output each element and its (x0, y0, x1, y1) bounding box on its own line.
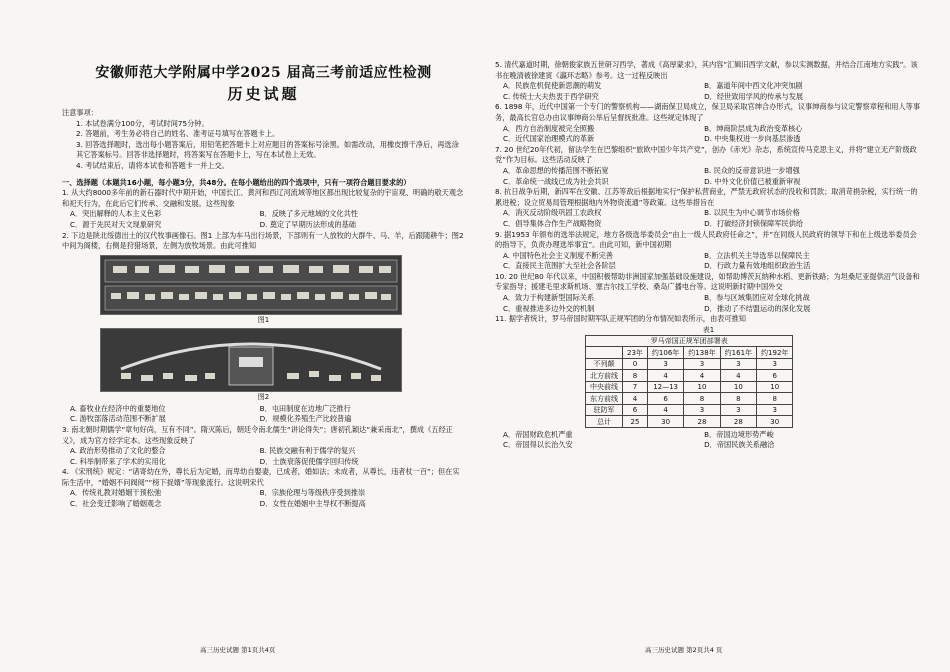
table-label: 表1 (702, 325, 715, 334)
table-cell: 6 (623, 404, 648, 416)
table-cell: 3 (684, 404, 720, 416)
option-a[interactable]: A. 畜牧业在经济中的重要地位 (70, 403, 166, 413)
option-a[interactable]: A．致力于构建新型国际关系 (503, 293, 595, 303)
table-cell: 3 (720, 404, 756, 416)
table-cell: 驻防军 (586, 404, 623, 416)
option-a[interactable]: A．民族危机促使新思潮的萌发 (503, 81, 602, 91)
table-cell: 7 (623, 381, 648, 393)
option-a[interactable]: A．传统礼教对婚姻干预松弛 (70, 488, 162, 498)
table-cell: 总计 (586, 416, 623, 428)
question-options (62, 488, 465, 509)
section-heading: 一、选择题（本题共16小题，每小题3分，共48分。在每小题给出的四个选项中，只有一项符合题目要求的） (62, 177, 411, 187)
option-d[interactable]: D．帝国民族关系融洽 (704, 440, 775, 450)
note-item: 3. 回答选择题时，选出每小题答案后，用铅笔把答题卡上对应题目的答案标号涂黑。如需改动，用橡皮擦干净后，再选涂其它答案标号。回答非选择题时，将答案写在答题卡上，写在本试卷上无效。 (76, 139, 459, 160)
option-a[interactable]: A．革命思想的传播范围不断拓宽 (503, 165, 609, 175)
option-c[interactable]: C．倡导集体合作生产战略物资 (503, 218, 602, 228)
question-options (62, 446, 465, 467)
note-item: 4. 考试结束后，请将本试卷和答题卡一并上交。 (76, 160, 229, 170)
stone-relief-1 (101, 256, 401, 314)
note-item: 1. 本试卷满分100分，考试时间75分钟。 (76, 118, 209, 128)
table-cell: 3 (757, 358, 793, 370)
option-d[interactable]: D．打破经济封锁保障军民供给 (704, 218, 804, 228)
table-cell: 10 (757, 381, 793, 393)
question-stem: 11. 据学者统计，罗马帝国时期军队正规军团的分布情况如表所示，由表可推知 (495, 314, 746, 324)
question-stem: 5. 清代嘉道时期，徐朝俊家族五世研习西学，著成《高厚蒙求》，其内容”汇辑旧西学文献，参以实测数据，并结合江南地方实践”。该书在晚清被徐建寅《瀛环志略》参考。这一过程反映出 (495, 60, 918, 80)
table-header: 约161年 (720, 347, 756, 359)
stone-relief-2 (101, 329, 401, 391)
table-header: 约192年 (757, 347, 793, 359)
question-stem: 3. 南北朝时期儒学“章句好尚，互有不同”。隋灭陈后，朝廷令南北儒生“讲论得失”；唐初孔颖达“兼采南北”，撰成《五经正义》，成为官方经学定本。这些现象反映了 (62, 424, 453, 445)
question-options (495, 293, 922, 314)
table-cell: 28 (720, 416, 756, 428)
option-b[interactable]: B．参与区域集团应对全球化挑战 (704, 293, 810, 303)
table-header: 23年 (623, 347, 648, 359)
table-cell: 10 (720, 381, 756, 393)
question-options (495, 166, 922, 187)
figure-1-image (100, 255, 402, 315)
option-b[interactable]: B. 以民生为中心调节市场价格 (704, 208, 800, 218)
question-options (495, 208, 922, 229)
table-cell: 28 (684, 416, 720, 428)
option-d[interactable]: D. 奠定了早期历法形成的基础 (259, 219, 356, 229)
question-stem: 10. 20 世纪80 年代以来，中国积极帮助非洲国家加强基础设施建设，如帮助博茨瓦纳种水稻、更新铁路；为坦桑尼亚提供沼气设备和专家指导；援建毛里求斯机场、塞吉尔技工学校、桑岛广播电台等。这说明新时期中国外交 (495, 271, 920, 292)
table-cell: 3 (757, 404, 793, 416)
question-stem: 7. 20 世纪20年代初，留法学生在巴黎组织“旅欧中国少年共产党”，创办《赤光》杂志，系统宣传马克思主义，并将”建立无产阶级政党”作为目标。这些活动反映了 (495, 144, 917, 165)
option-b[interactable]: B．立法机关主导选举以保障民主 (704, 250, 810, 260)
table-header (586, 347, 623, 359)
subject-title: 历史试题 (227, 85, 300, 103)
question-stem: 8. 抗日战争后期，新四军在安徽、江苏等敌后根据地实行”保护私营商业，严禁无政府状态的没收和罚款；取消苛捐杂税，实行统一的累进税；设立贸易局管理根据地内外物资流通”等政策。这些举措旨在 (495, 187, 918, 207)
option-c[interactable]: C．直接民主范围扩大至社会各阶层 (503, 261, 616, 271)
option-d[interactable]: D．规模化养殖生产比较普遍 (259, 414, 352, 424)
footer-right: 高三历史试题 第2页共4 页 (645, 646, 723, 654)
table-row (586, 393, 793, 405)
table-cell: 4 (647, 370, 683, 382)
legion-table (585, 335, 793, 428)
table-cell: 8 (684, 393, 720, 405)
option-b[interactable]: B．屯田制度在边地广泛推行 (259, 403, 351, 413)
option-b[interactable]: B．宗族伦理与等级秩序受到推崇 (259, 488, 366, 498)
table-cell: 6 (647, 393, 683, 405)
table-cell: 4 (647, 404, 683, 416)
table-cell: 3 (647, 358, 683, 370)
table-cell: 4 (623, 393, 648, 405)
option-a[interactable]: A．西方自治制度被完全照搬 (503, 123, 595, 133)
table-cell: 25 (623, 416, 648, 428)
option-a[interactable]: A．消灭反动阶级巩固工农政权 (503, 208, 602, 218)
table-cell: 10 (684, 381, 720, 393)
option-c[interactable]: C. 游牧部落活动范围不断扩展 (70, 414, 166, 424)
option-c[interactable]: C．重视推进多边外交的机制 (503, 303, 595, 313)
table-header: 约138年 (684, 347, 720, 359)
option-a[interactable]: A. 中国特色社会主义制度不断完善 (503, 250, 613, 260)
option-a[interactable]: A．突出解释的人本主义色彩 (70, 209, 162, 219)
option-c[interactable]: C．帝国得以长治久安 (503, 440, 573, 450)
option-b[interactable]: B. 民族交融有利于儒学的复兴 (259, 446, 356, 456)
school-title: 安徽师范大学附属中学2025 届高三考前适应性检测 (95, 65, 432, 81)
table-row (586, 404, 793, 416)
option-d[interactable]: D．行政力量有效地组织政治生活 (704, 261, 811, 271)
table-cell: 30 (757, 416, 793, 428)
question-options (62, 404, 465, 425)
table-row (586, 370, 793, 382)
question-options (495, 251, 922, 272)
option-b[interactable]: B．反映了多元地域的文化共性 (259, 209, 358, 219)
page-right (475, 0, 950, 672)
option-a[interactable]: A．帝国财政危机严重 (503, 429, 573, 439)
figure-2-image (100, 328, 402, 392)
footer-left: 高三历史试题 第1页共4页 (200, 646, 276, 654)
question-options (495, 124, 922, 145)
question-options (495, 81, 922, 102)
option-b[interactable]: B．嘉道年间中西文化冲突加剧 (704, 81, 803, 91)
question-stem: 1. 从大约8000多年前的新石器时代中期开始，中国长江、黄河和西辽河流域等地区都出现比较复杂的宇宙观、明确的敬天观念和祀天行为，在此后它们传承、交融和发展。这些现象 (62, 188, 464, 208)
table-cell: 30 (647, 416, 683, 428)
option-d[interactable]: D．推动了不结盟运动的深化发展 (704, 303, 811, 313)
table-cell: 3 (684, 358, 720, 370)
table-cell: 东方前线 (586, 393, 623, 405)
question-options (495, 430, 922, 451)
table-cell: 4 (684, 370, 720, 382)
question-options (62, 209, 465, 230)
table-cell: 8 (720, 393, 756, 405)
table-row (586, 381, 793, 393)
question-stem: 2. 下边是陕北绥德出土的汉代牧事画像石。图1 上部为车马出行场景，下部则有一人放牧的大群牛、马、羊，后跟随耕牛；图2中间为阁楼，右侧是狩猎场景，左侧为放牧场景。由此可推知 (62, 230, 464, 251)
table-cell: 12—13 (647, 381, 683, 393)
table-cell: 3 (720, 358, 756, 370)
table-row (586, 358, 793, 370)
option-d[interactable]: D．士族衰落促使儒学回归传统 (259, 456, 359, 466)
figure-1-caption: 图1 (257, 315, 270, 324)
table-header: 约106年 (647, 347, 683, 359)
option-c[interactable]: C．革命统一战线已成为社会共识 (503, 176, 609, 186)
notes-heading: 注意事项： (62, 108, 98, 117)
question-stem: 4. 《宋刑统》规定：“诸寄幼在外，尊长后为定婚，而卑幼自娶妻，已成者，婚如法；未成者，从尊长，违者杖一百”；但在实际生活中，“婚姻不问阀阅”“榜下捉婿”等现象流行。这说明宋代 (62, 467, 460, 487)
option-d[interactable]: D. 中外文化价值已被重新审视 (704, 176, 801, 186)
table-cell: 4 (720, 370, 756, 382)
option-b[interactable]: B．帝国边境形势严峻 (704, 429, 774, 439)
table-cell: 不列颠 (586, 358, 623, 370)
table-cell: 6 (757, 370, 793, 382)
table-cell: 8 (623, 370, 648, 382)
option-a[interactable]: A. 政治形势推动了文化的整合 (70, 446, 166, 456)
option-b[interactable]: B．绅商阶层成为政治变革核心 (704, 123, 803, 133)
table-header-row (586, 347, 793, 359)
option-c[interactable]: C．源于先民对天文现象研究 (70, 219, 162, 229)
note-item: 2. 答题前，考生务必将自己的姓名、准考证号填写在答题卡上。 (76, 129, 280, 139)
option-d[interactable]: D．经世致用学风的传承与发展 (704, 91, 804, 101)
table-row (586, 416, 793, 428)
table-cell: 8 (757, 393, 793, 405)
option-c[interactable]: C．近代国家治理模式的革新 (503, 134, 595, 144)
table-cell: 中央前线 (586, 381, 623, 393)
figure-2-caption: 图2 (257, 392, 270, 401)
question-stem: 9. 据1953 年颁布的选举法规定，地方各级选举委员会”由上一级人民政府任命之”，并”在同级人民政府的领导下和在上级选举委员会的指导下，负责办理选举事宜”。由此可知，新中国初期 (495, 229, 917, 250)
option-c[interactable]: C. 科举制带来了学术的实用化 (70, 456, 166, 466)
table-cell: 北方前线 (586, 370, 623, 382)
option-c[interactable]: C．社会变迁影响了婚姻观念 (70, 499, 162, 509)
question-stem: 6. 1898 年，近代中国第一个专门的警察机构——湖南保卫局成立，保卫局采取官绅合办形式，议事绅商参与议定警察章程和用人等事务，最高长官总办由议事绅商公举后呈督抚批准。这些规定体现了 (495, 102, 921, 122)
table-title: 罗马帝国正规军团部署表 (586, 335, 793, 347)
option-d[interactable]: D．女性在婚姻中主导权不断提高 (259, 499, 366, 509)
option-c[interactable]: C. 传统士大夫热衷于西学研究 (503, 91, 599, 101)
option-b[interactable]: B. 民众的反帝意识进一步增强 (704, 165, 800, 175)
option-d[interactable]: D. 中央集权进一步向基层渗透 (704, 134, 801, 144)
table-cell: 0 (623, 358, 648, 370)
